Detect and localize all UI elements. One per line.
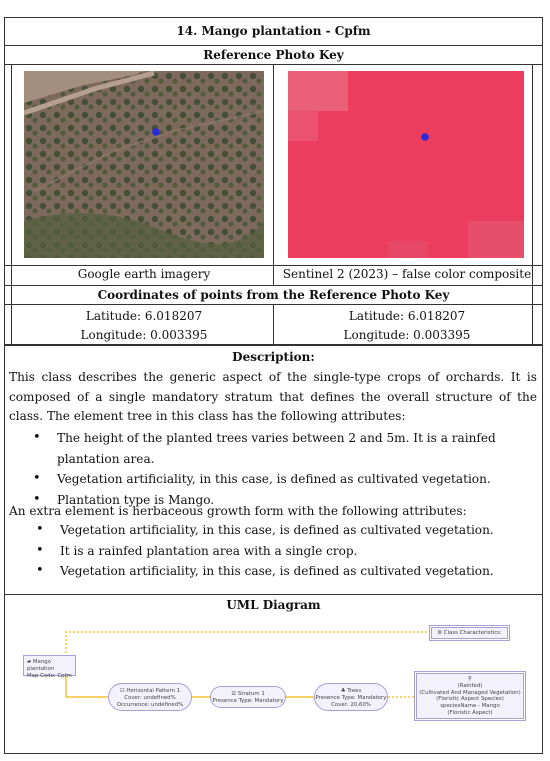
right-longitude: Longitude: 0.003395: [343, 328, 471, 342]
attribute-list: [57, 428, 537, 510]
property: speciesName - Mango: [440, 703, 500, 710]
left-longitude: Longitude: 0.003395: [80, 328, 208, 342]
trees-node[interactable]: ♣ Trees Presence Type: Mandatory Cover: 20,60%: [314, 683, 388, 711]
rule: [5, 594, 542, 595]
rule: [11, 64, 12, 344]
list-item: • The height of the planted trees varies between 2 and 5m. It is a rainfed plantation area.: [57, 428, 537, 469]
rule: [5, 285, 542, 286]
horizontal-pattern-node[interactable]: ☷ Horizontal Pattern 1 Cover: undefined% Occurrence: undefined%: [108, 683, 192, 711]
list-item: • Vegetation artificiality, in this case, is defined as cultivated vegetation.: [60, 561, 540, 582]
page-title: 14. Mango plantation - Cpfm: [176, 24, 371, 38]
property: (Cultivated And Managed Vegetation): [419, 689, 521, 696]
list-item: • Vegetation artificiality, in this case, is defined as cultivated vegetation.: [57, 469, 537, 490]
description-intro: [9, 368, 537, 427]
right-latitude: Latitude: 6.018207: [348, 309, 466, 323]
rule: [532, 64, 533, 344]
trees-cover: Cover: 20,60%: [331, 701, 371, 708]
trees-presence: Presence Type: Mandatory: [315, 694, 387, 701]
stratum-node[interactable]: ☰ Stratum 1 Presence Type: Mandatory: [210, 686, 286, 708]
class-node-title: ▰ Mango plantation: [27, 659, 55, 672]
stratum-presence: Presence Type: Mandatory: [212, 697, 284, 704]
rule: [5, 344, 542, 346]
uml-header: UML Diagram: [226, 598, 321, 612]
link-icon: ⚲: [468, 676, 472, 682]
list-item: • It is a rainfed plantation area with a single crop.: [60, 541, 540, 562]
property: (Floristic Aspect Species): [436, 696, 504, 703]
properties-node[interactable]: [416, 673, 524, 719]
google-earth-photo: [24, 71, 264, 258]
satellite-image-icon: [24, 71, 264, 258]
layer-icon: ☰: [231, 691, 238, 697]
property: (Rainfed): [457, 682, 483, 689]
list-item: • Vegetation artificiality, in this case, is defined as cultivated vegetation.: [60, 520, 540, 541]
class-node-code: Map Code: Cpfm: [27, 672, 72, 679]
left-caption: Google earth imagery: [77, 267, 211, 281]
description-paragraph: This class describes the generic aspect of the single-type crops of orchards. It is composed of a single mandatory stratum that defines the overall structure of the class. The element tree in this class has the following attributes:: [9, 370, 537, 424]
grid-icon: ☷: [119, 688, 127, 694]
horizontal-occurrence: Occurrence: undefined%: [116, 701, 184, 708]
coordinates-header: Coordinates of points from the Reference Photo Key: [97, 288, 450, 302]
false-color-image-icon: [288, 71, 524, 258]
class-node[interactable]: [23, 655, 76, 679]
sentinel-photo: [288, 71, 524, 258]
description-header: Description:: [232, 350, 315, 364]
folder-icon: ▰: [27, 659, 33, 665]
list-item: • Plantation type is Mango.: [57, 490, 537, 511]
class-characteristics-node[interactable]: ⚙ Class Characteristics:: [431, 627, 508, 639]
extra-element-text: An extra element is herbaceous growth form with the following attributes:: [9, 504, 467, 518]
right-caption: Sentinel 2 (2023) – false color composite: [282, 267, 532, 281]
tree-icon: ♣: [340, 688, 348, 694]
gear-icon: ⚙: [437, 630, 444, 636]
rule: [273, 64, 274, 285]
extra-attribute-list: [60, 520, 540, 582]
rule: [5, 45, 542, 46]
property: (Floristic Aspect): [447, 709, 493, 716]
horizontal-cover: Cover: undefined%: [124, 694, 176, 701]
left-latitude: Latitude: 6.018207: [85, 309, 203, 323]
photo-key-header: Reference Photo Key: [203, 48, 344, 62]
